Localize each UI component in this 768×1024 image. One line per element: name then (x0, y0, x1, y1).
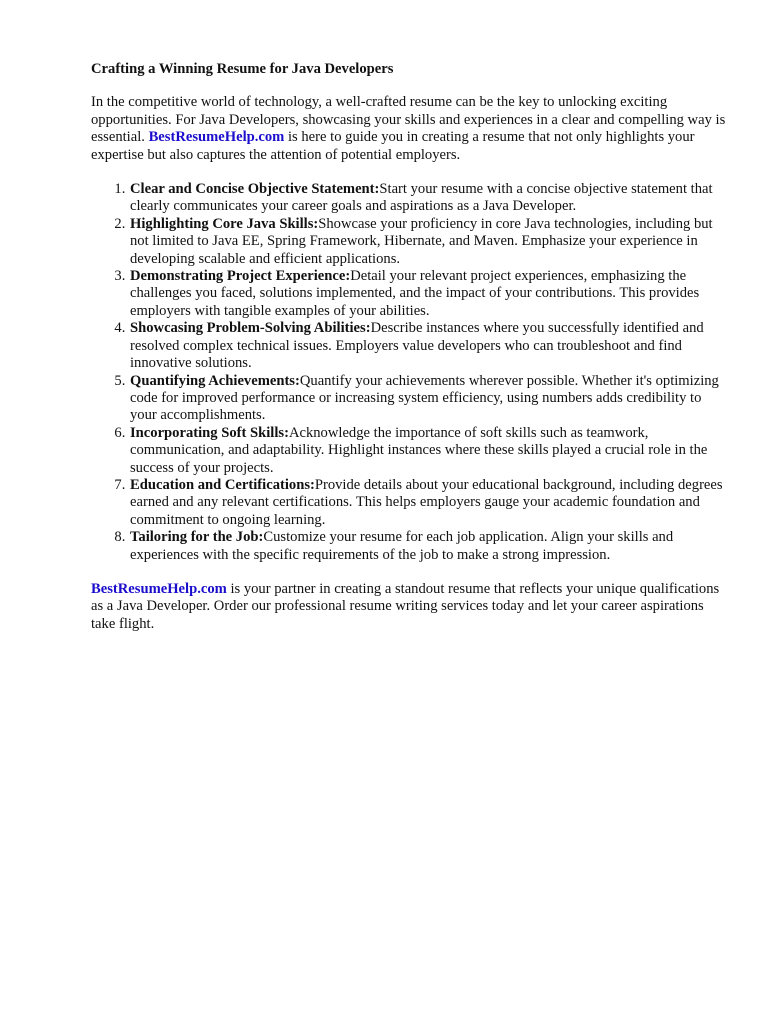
tip-heading: Tailoring for the Job: (130, 529, 264, 546)
closing-resume-link[interactable]: BestResumeHelp.com (91, 580, 227, 597)
tip-text: Customize your resume for each job application. Align your skills and experiences with the specific requirements of the job to make a strong impression. (130, 529, 674, 563)
list-item (129, 216, 728, 268)
tip-text: Acknowledge the importance of soft skills such as teamwork, communication, and adaptability. Highlight instances where these skills played a crucial role in the success of your projects. (130, 424, 708, 476)
list-item (129, 181, 728, 216)
closing-paragraph (91, 581, 728, 633)
page-title: Crafting a Winning Resume for Java Developers (91, 61, 394, 77)
tip-text: Provide details about your educational background, including degrees earned and any relevant certifications. This helps employers gauge your academic foundation and commitment to ongoing learning. (130, 476, 723, 528)
closing-text: is your partner in creating a standout resume that reflects your unique qualifications as a Java Developer. Order our professional resume writing services today and let your career aspirations take flight. (91, 580, 720, 632)
tip-heading: Quantifying Achievements: (130, 372, 300, 389)
list-item (129, 477, 728, 529)
intro-text: In the competitive world of technology, a well-crafted resume can be the key to unlocking exciting opportunities. For Java Developers, showcasing your skills and experiences in a clear and compelling way is essential. (91, 94, 726, 146)
list-item (129, 425, 728, 477)
intro-text-continued: is here to guide you in creating a resume that not only highlights your expertise but also captures the attention of potential employers. (91, 129, 695, 163)
tip-heading: Clear and Concise Objective Statement: (130, 181, 380, 198)
tip-heading: Education and Certifications: (130, 476, 315, 493)
tip-text: Describe instances where you successfully identified and resolved complex technical issues. Employers value developers who can troubleshoot and find innovative solutions. (130, 320, 704, 372)
tip-heading: Demonstrating Project Experience: (130, 268, 351, 285)
tips-list (91, 181, 728, 564)
intro-paragraph (91, 94, 728, 164)
tip-text: Showcase your proficiency in core Java technologies, including but not limited to Java EE, Spring Framework, Hibernate, and Maven. Emphasize your experience in developing scalable and efficient applications. (130, 215, 713, 267)
tip-text: Start your resume with a concise objective statement that clearly communicates your career goals and aspirations as a Java Developer. (130, 181, 713, 215)
tip-heading: Highlighting Core Java Skills: (130, 215, 319, 232)
list-item (129, 268, 728, 320)
list-item (129, 320, 728, 372)
tip-heading: Incorporating Soft Skills: (130, 424, 289, 441)
tip-text: Detail your relevant project experiences, emphasizing the challenges you faced, solutions implemented, and the impact of your contributions. This provides employers with tangible examples of your abilities. (130, 268, 700, 319)
tip-heading: Showcasing Problem-Solving Abilities: (130, 320, 371, 337)
tip-text: Quantify your achievements wherever possible. Whether it's optimizing code for improved performance or increasing system efficiency, using numbers adds credibility to your accomplishments. (130, 372, 719, 424)
intro-resume-link[interactable]: BestResumeHelp.com (148, 129, 285, 146)
list-item (129, 529, 728, 564)
list-item (129, 373, 728, 425)
